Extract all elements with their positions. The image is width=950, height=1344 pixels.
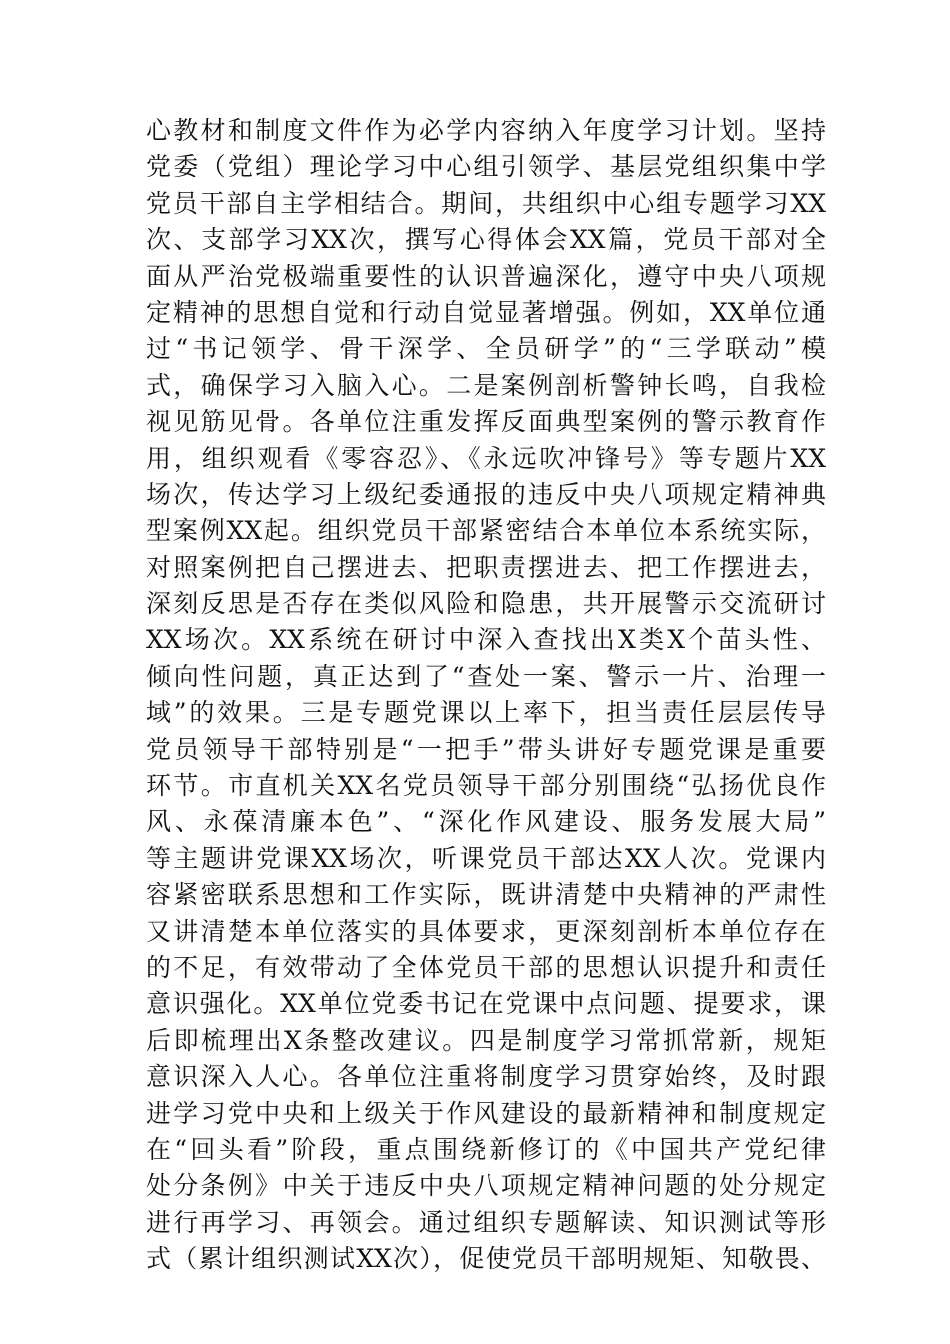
- text-line: 进行再学习、再领会。通过组织专题解读、知识测试等形: [146, 1207, 826, 1237]
- text-line: 深刻反思是否存在类似风险和隐患，共开展警示交流研讨: [146, 589, 826, 619]
- text-line: 意识深入人心。各单位注重将制度学习贯穿始终，及时跟: [146, 1062, 826, 1092]
- text-line: 党员领导干部特别是“一把手”带头讲好专题党课是重要: [146, 734, 826, 764]
- text-line: 过“书记领学、骨干深学、全员研学”的“三学联动”模: [146, 334, 826, 364]
- text-line: 环节。市直机关XX名党员领导干部分别围绕“弘扬优良作: [146, 771, 826, 801]
- text-line: 对照案例把自己摆进去、把职责摆进去、把工作摆进去，: [146, 552, 826, 582]
- text-line: 处分条例》中关于违反中央八项规定精神问题的处分规定: [146, 1171, 826, 1201]
- text-line: 又讲清楚本单位落实的具体要求，更深刻剖析本单位存在: [146, 916, 826, 946]
- text-line: 容紧密联系思想和工作实际，既讲清楚中央精神的严肃性: [146, 880, 826, 910]
- text-line: 党委（党组）理论学习中心组引领学、基层党组织集中学: [146, 152, 826, 182]
- text-line: 视见筋见骨。各单位注重发挥反面典型案例的警示教育作: [146, 407, 826, 437]
- text-line: 等主题讲党课XX场次，听课党员干部达XX人次。党课内: [146, 843, 826, 873]
- text-line: 倾向性问题，真正达到了“查处一案、警示一片、治理一: [146, 661, 826, 691]
- text-line: 在“回头看”阶段，重点围绕新修订的《中国共产党纪律: [146, 1134, 826, 1164]
- text-line: 意识强化。XX单位党委书记在党课中点问题、提要求，课: [146, 989, 826, 1019]
- text-line: 定精神的思想自觉和行动自觉显著增强。例如，XX单位通: [146, 297, 826, 327]
- text-line: 式（累计组织测试XX次），促使党员干部明规矩、知敬畏、: [146, 1244, 826, 1274]
- text-line: XX场次。XX系统在研讨中深入查找出X类X个苗头性、: [146, 625, 826, 655]
- text-line: 党员干部自主学相结合。期间，共组织中心组专题学习XX: [146, 188, 826, 218]
- text-line: 风、永葆清廉本色”、“深化作风建设、服务发展大局”: [146, 807, 826, 837]
- text-line: 次、支部学习XX次，撰写心得体会XX篇，党员干部对全: [146, 225, 826, 255]
- text-line: 的不足，有效带动了全体党员干部的思想认识提升和责任: [146, 952, 826, 982]
- text-line: 型案例XX起。组织党员干部紧密结合本单位本系统实际，: [146, 516, 826, 546]
- text-line: 进学习党中央和上级关于作风建设的最新精神和制度规定: [146, 1098, 826, 1128]
- text-line: 用，组织观看《零容忍》、《永远吹冲锋号》等专题片XX: [146, 443, 826, 473]
- text-line: 场次，传达学习上级纪委通报的违反中央八项规定精神典: [146, 479, 826, 509]
- text-line: 后即梳理出X条整改建议。四是制度学习常抓常新，规矩: [146, 1025, 826, 1055]
- body-text: [146, 113, 826, 1278]
- text-line: 心教材和制度文件作为必学内容纳入年度学习计划。坚持: [146, 116, 826, 145]
- text-line: 式，确保学习入脑入心。二是案例剖析警钟长鸣，自我检: [146, 370, 826, 400]
- text-line: 面从严治党极端重要性的认识普遍深化，遵守中央八项规: [146, 261, 826, 291]
- text-line: 域”的效果。三是专题党课以上率下，担当责任层层传导: [146, 698, 826, 728]
